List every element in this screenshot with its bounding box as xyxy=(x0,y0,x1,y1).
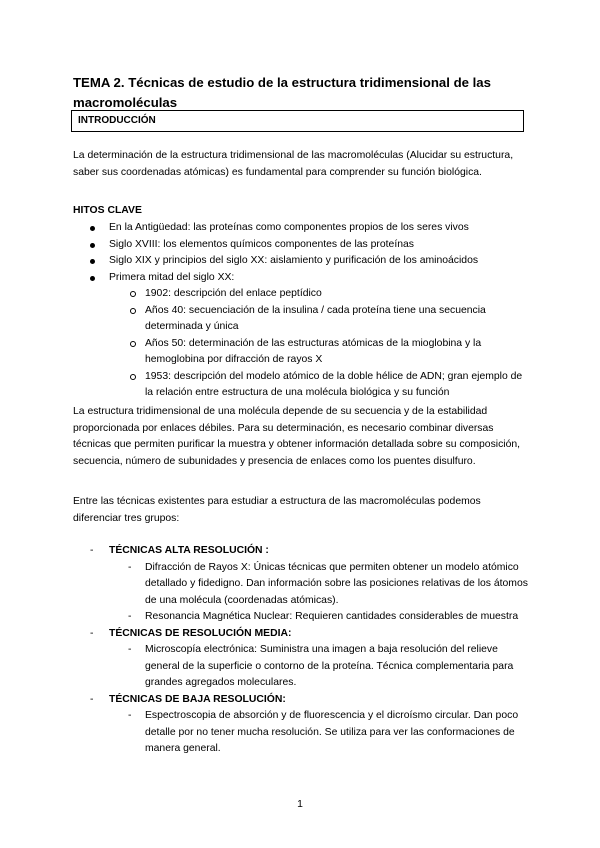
milestones-sublist xyxy=(109,286,528,402)
circle-bullet-icon xyxy=(130,308,136,314)
list-item: Siglo XVIII: los elementos químicos componentes de las proteínas xyxy=(73,237,528,254)
groups-intro-paragraph: Entre las técnicas existentes para estudiar a estructura de las macromoléculas podemos diferenciar tres grupos: xyxy=(73,496,481,524)
milestones-heading: HITOS CLAVE xyxy=(73,205,142,216)
sublist-item: 1953: descripción del modelo atómico de la doble hélice de ADN; gran ejemplo de la relación entre estructura de una molécula biológica y su función xyxy=(109,369,528,402)
sublist-item: - Resonancia Magnética Nuclear: Requieren cantidades considerables de muestra xyxy=(109,609,528,626)
sublist-item: - Microscopía electrónica: Suministra una imagen a baja resolución del relieve general de la superficie o contorno de la proteína. Técnica complementaria para grandes agregados moleculares. xyxy=(128,644,514,688)
group-label: TÉCNICAS DE RESOLUCIÓN MEDIA: xyxy=(109,627,292,639)
sublist-item: - Espectroscopia de absorción y de fluorescencia y el dicroísmo circular. Dan poco detalle por no tener mucha resolución. Se utiliza para ver las conformaciones de manera general. xyxy=(128,710,519,754)
milestones-list xyxy=(73,220,528,402)
dash-bullet-icon: - xyxy=(90,693,94,705)
dash-bullet-icon: - xyxy=(90,545,94,556)
dash-bullet-icon: - xyxy=(128,611,132,622)
sublist-item: 1902: descripción del enlace peptídico xyxy=(109,286,528,303)
technique-groups xyxy=(73,543,528,758)
bullet-icon xyxy=(90,276,95,281)
list-item: Primera mitad del siglo XX: 1902: descripción del enlace peptídico Años 40: secuenciación de la insulina / cada proteína tiene una secuencia determinada y única Años 50: determinación de las estructuras atómicas de la mioglobina y la hemoglobina por difracción de rayos X 1953: descripción del modelo atómico de la doble hélice de ADN; gran ejemplo de la relación entre estructura de una molécula biológica y su función xyxy=(73,270,528,402)
group-label: TÉCNICAS DE BAJA RESOLUCIÓN: xyxy=(109,693,286,705)
circle-bullet-icon xyxy=(130,291,136,297)
bullet-icon xyxy=(90,226,95,231)
group-sublist xyxy=(109,708,528,758)
group-item-high-resolution xyxy=(73,543,528,626)
group-sublist xyxy=(109,560,528,626)
sublist-item: Años 40: secuenciación de la insulina / cada proteína tiene una secuencia determinada y única xyxy=(109,303,528,336)
intro-paragraph: La determinación de la estructura tridimensional de las macromoléculas (Alucidar su estructura, saber sus coordenadas atómicas) es fundamental para comprender su función biológica. xyxy=(73,150,514,178)
list-item: Siglo XIX y principios del siglo XX: aislamiento y purificación de los aminoácidos xyxy=(73,253,528,270)
page-title: TEMA 2. Técnicas de estudio de la estructura tridimensional de las macromoléculas xyxy=(73,75,491,110)
intro-section-box xyxy=(71,110,524,132)
dash-bullet-icon: - xyxy=(128,644,132,655)
dash-bullet-icon: - xyxy=(128,710,132,721)
sublist-item: Años 50: determinación de las estructuras atómicas de la mioglobina y la hemoglobina por difracción de rayos X xyxy=(109,336,528,369)
intro-heading: INTRODUCCIÓN xyxy=(78,115,156,126)
bullet-icon xyxy=(90,259,95,264)
group-item-medium-resolution xyxy=(73,626,528,692)
circle-bullet-icon xyxy=(130,341,136,347)
sublist-item: - Difracción de Rayos X: Únicas técnicas que permiten obtener un modelo atómico detallado y fidedigno. Dan información sobre las posiciones relativas de los átomos de una molécula (coordenadas atómicas). xyxy=(128,561,528,606)
page-number: 1 xyxy=(297,799,303,810)
group-label: TÉCNICAS ALTA RESOLUCIÓN : xyxy=(109,545,269,556)
list-item: En la Antigüedad: las proteínas como componentes propios de los seres vivos xyxy=(73,220,528,237)
bullet-icon xyxy=(90,243,95,248)
dash-bullet-icon: - xyxy=(90,627,94,639)
group-item-low-resolution xyxy=(73,692,528,758)
circle-bullet-icon xyxy=(130,374,136,380)
group-sublist xyxy=(109,642,528,692)
structure-paragraph: La estructura tridimensional de una molécula depende de su secuencia y de la estabilidad proporcionada por enlaces débiles. Para su determinación, es necesario combinar diversas técnicas que permiten purificar la muestra y obtener información detallada sobre su composición, secuencia, número de subunidades y presencia de enlaces como los puentes disulfuro. xyxy=(73,406,521,467)
dash-bullet-icon: - xyxy=(128,561,132,573)
